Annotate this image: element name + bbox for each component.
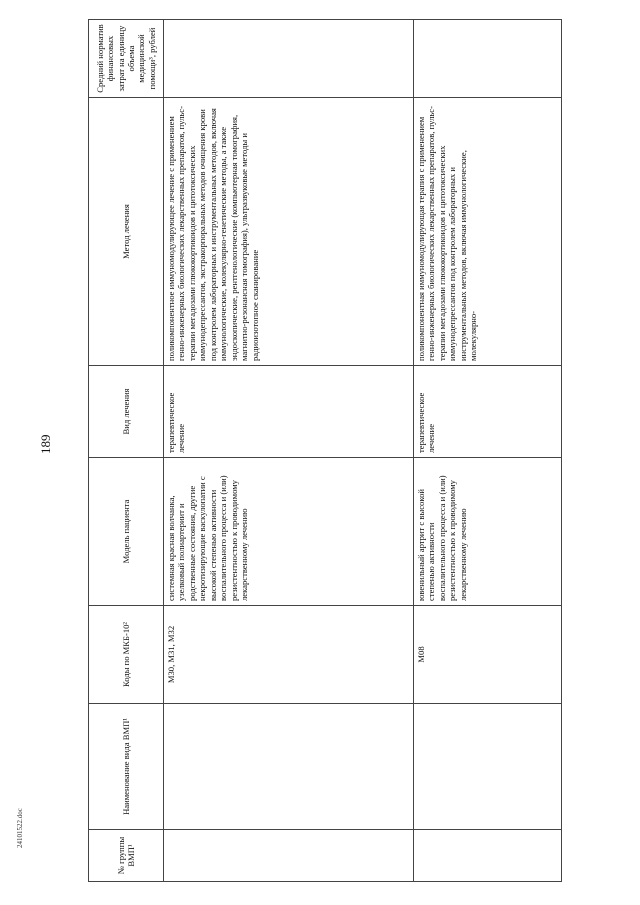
header-cost-norm: Средний норматив финансовых затрат на единицу объема медицинской помощи³, рублей (89, 20, 164, 98)
treatment-type-cell: терапевтическое лечение (414, 366, 562, 458)
patient-model-cell: ювенильный артрит с высокой степенью активности воспалительного процесса и (или) резистентностью к проводимому лекарственному лечению (414, 458, 562, 606)
header-treatment-type: Вид лечения (89, 366, 164, 458)
header-treatment-method: Метод лечения (89, 98, 164, 366)
table-row (164, 20, 414, 882)
cost-norm-cell (164, 20, 414, 98)
treatment-method-cell: поликомпонентная иммуномодулирующая терапия с применением генно-инженерных биологических лекарственных препаратов, пульс-терапии мегадозами глюкокортикоидов и цитотоксических иммунодепрессантов под контролем лабораторных и инструментальных методов, включая иммунологические, молекулярно- (414, 98, 562, 366)
rotated-table-container (88, 20, 562, 882)
icd-code-cell: М08 (414, 606, 562, 704)
group-number-cell (414, 830, 562, 882)
table-header-row (89, 20, 164, 882)
patient-model-cell: системная красная волчанка, узелковый полиартериит и родственные состояния, другие некротизирующие васкулопатии с высокой степенью активности воспалительного процесса и (или) резистентностью к проводимому лекарственному лечению (164, 458, 414, 606)
treatment-method-cell: поликомпонентное иммуномодулирующее лечение с применением генно-инженерных биологических лекарственных препаратов, пульс-терапии мегадозами глюкокортикоидов и цитотоксических иммунодепрессантов, экстракорпоральных методов очищения крови под контролем лабораторных и инструментальных методов, включая иммунологические, молекулярно-генетические методы, а также эндоскопические, рентгенологические (компьютерная томография, магнитно-резонансная томография), ультразвуковые методы и радиоизотопное сканирование (164, 98, 414, 366)
header-patient-model: Модель пациента (89, 458, 164, 606)
treatment-type-cell: терапевтическое лечение (164, 366, 414, 458)
vmp-name-cell (414, 704, 562, 830)
treatment-table (88, 19, 562, 882)
cost-norm-cell (414, 20, 562, 98)
icd-code-cell: М30, М31, М32 (164, 606, 414, 704)
document-footer: 24101522.doc (16, 808, 24, 848)
header-vmp-name: Наименование вида ВМП¹ (89, 704, 164, 830)
group-number-cell (164, 830, 414, 882)
header-icd-codes: Коды по МКБ-10² (89, 606, 164, 704)
header-group-number: № группы ВМП¹ (89, 830, 164, 882)
table-row (414, 20, 562, 882)
page-number: 189 (38, 434, 53, 454)
vmp-name-cell (164, 704, 414, 830)
